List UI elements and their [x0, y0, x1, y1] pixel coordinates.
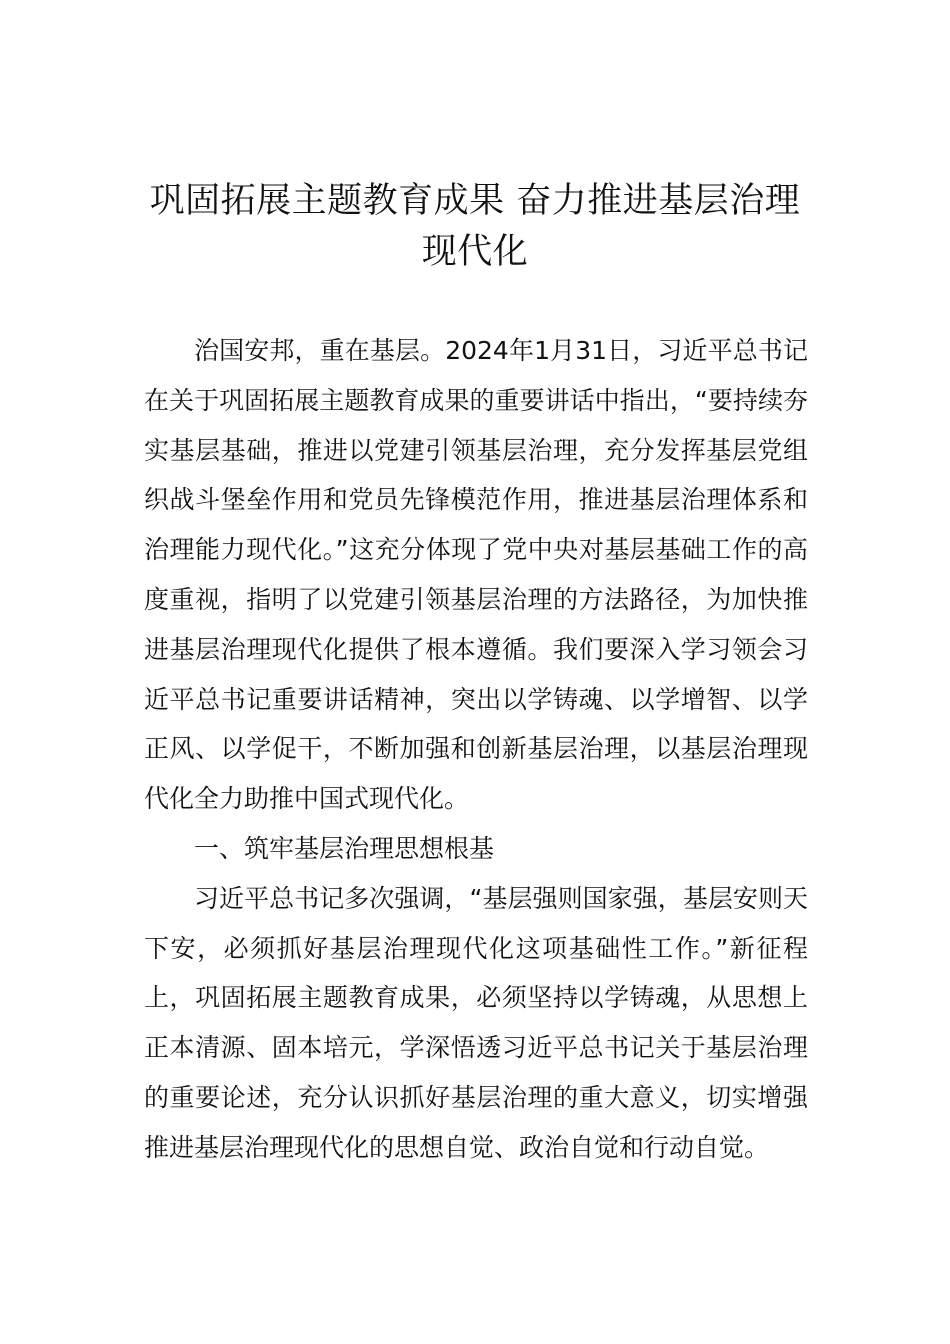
- intro-paragraph: 治国安邦，重在基层。2024年1月31日，习近平总书记在关于巩固拓展主题教育成果的重要讲话中指出，“要持续夯实基层基础，推进以党建引领基层治理，充分发挥基层党组织战斗堡垒作用和党员先锋模范作用，推进基层治理体系和治理能力现代化。”这充分体现了党中央对基层基础工作的高度重视，指明了以党建引领基层治理的方法路径，为加快推进基层治理现代化提供了根本遵循。我们要深入学习领会习近平总书记重要讲话精神，突出以学铸魂、以学增智、以学正风、以学促干，不断加强和创新基层治理，以基层治理现代化全力助推中国式现代化。: [144, 336, 808, 814]
- title-line-2: 现代化: [421, 232, 529, 272]
- section-paragraph: 习近平总书记多次强调，“基层强则国家强，基层安则天下安，必须抓好基层治理现代化这项基础性工作。”新征程上，巩固拓展主题教育成果，必须坚持以学铸魂，从思想上正本清源、固本培元，学深悟透习近平总书记关于基层治理的重要论述，充分认识抓好基层治理的重大意义，切实增强推进基层治理现代化的思想自觉、政治自觉和行动自觉。: [144, 883, 808, 1162]
- title-line-1: 巩固拓展主题教育成果 奋力推进基层治理: [149, 181, 801, 221]
- document-body: [144, 326, 808, 1173]
- section-heading: 一、筑牢基层治理思想根基: [194, 833, 495, 863]
- document-title: [140, 176, 810, 278]
